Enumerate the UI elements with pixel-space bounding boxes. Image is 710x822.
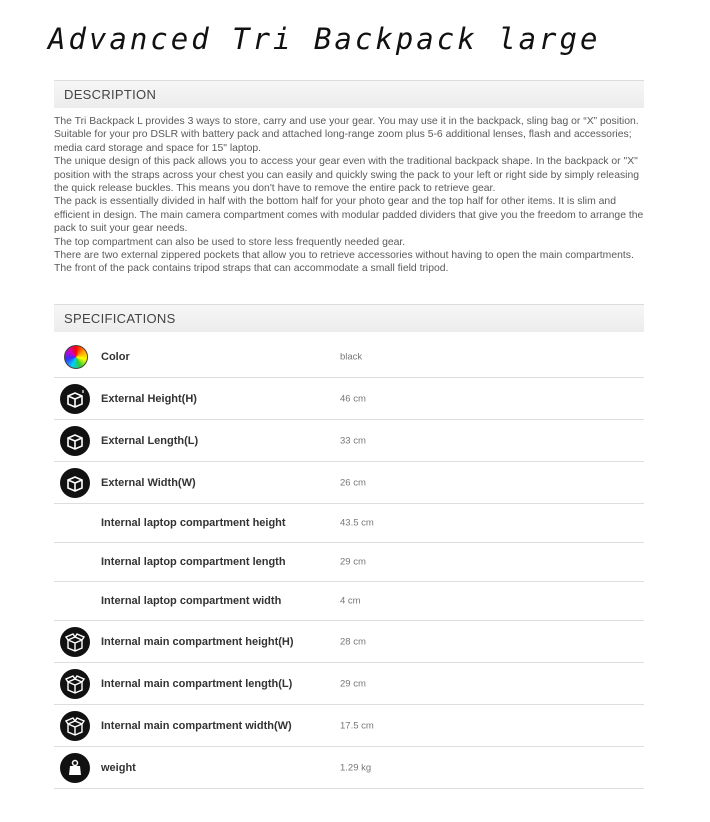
description-heading: DESCRIPTION xyxy=(64,87,157,102)
spec-value: 4 cm xyxy=(340,595,361,607)
description-paragraph: The top compartment can also be used to store less frequently needed gear. xyxy=(54,236,406,248)
spec-row-color xyxy=(54,337,644,378)
spec-value: 26 cm xyxy=(340,477,366,488)
spec-label: Internal main compartment length(L) xyxy=(101,677,293,690)
page-title: Advanced Tri Backpack large xyxy=(48,22,601,56)
spec-label: External Width(W) xyxy=(101,476,196,489)
spec-row-main-width xyxy=(54,705,644,747)
spec-label: Internal laptop compartment length xyxy=(101,556,286,568)
spec-label: Internal main compartment height(H) xyxy=(101,635,294,648)
box-length-icon xyxy=(60,426,90,456)
spec-label: External Length(L) xyxy=(101,434,199,447)
spec-label: weight xyxy=(101,761,136,774)
box-width-icon xyxy=(60,468,90,498)
description-body xyxy=(54,115,644,276)
specifications-heading: SPECIFICATIONS xyxy=(64,311,176,326)
specifications-header xyxy=(54,304,644,332)
spec-label: Internal main compartment width(W) xyxy=(101,719,292,732)
spec-row-weight xyxy=(54,747,644,789)
box-height-icon xyxy=(60,384,90,414)
spec-row-external-length xyxy=(54,420,644,462)
spec-row-laptop-width xyxy=(54,582,644,621)
description-header xyxy=(54,80,644,108)
spec-row-external-width xyxy=(54,462,644,504)
spec-row-main-height xyxy=(54,621,644,663)
spec-label: Color xyxy=(101,351,130,363)
spec-label: Internal laptop compartment height xyxy=(101,517,286,529)
description-paragraph: The pack is essentially divided in half with the bottom half for your photo gear and the top half for other items. It is slim and efficient in design. The main camera compartment comes with modular padded dividers that give you the freedom to arrange the pack to suit your gear needs. xyxy=(54,196,644,235)
spec-label: Internal laptop compartment width xyxy=(101,595,282,607)
spec-label: External Height(H) xyxy=(101,392,197,405)
spec-row-laptop-height xyxy=(54,504,644,543)
spec-value: 28 cm xyxy=(340,636,366,647)
spec-row-laptop-length xyxy=(54,543,644,582)
spec-value: 17.5 cm xyxy=(340,720,374,731)
spec-value: 29 cm xyxy=(340,556,366,568)
weight-icon xyxy=(60,753,90,783)
spec-value: 29 cm xyxy=(340,678,366,689)
description-paragraph: The Tri Backpack L provides 3 ways to store, carry and use your gear. You may use it in the backpack, sling bag or “X” position. Suitable for your pro DSLR with battery pack and attached long-range zoom plus 5-6 additional lenses, flash and accessories; media card storage and space for 15" laptop. xyxy=(54,116,639,154)
open-box-height-icon xyxy=(60,627,90,657)
spec-row-external-height xyxy=(54,378,644,420)
open-box-length-icon xyxy=(60,669,90,699)
spec-value: 46 cm xyxy=(340,393,366,404)
open-box-width-icon xyxy=(60,711,90,741)
spec-value: 43.5 cm xyxy=(340,517,374,529)
spec-value: 1.29 kg xyxy=(340,762,372,773)
description-paragraph: The unique design of this pack allows you to access your gear even with the traditional backpack shape. In the backpack or "X" position with the straps across your chest you can easily and quickly swing the pack to your left or right side by simply releasing the quick release buckles. This means you don't have to remove the entire pack to retrieve gear. xyxy=(54,156,640,195)
spec-row-main-length xyxy=(54,663,644,705)
spec-value: black xyxy=(340,351,363,363)
description-paragraph: There are two external zippered pockets that allow you to retrieve accessories without having to open the main compartments. The front of the pack contains tripod straps that can accommodate a small field tripod. xyxy=(54,250,634,275)
spec-value: 33 cm xyxy=(340,435,366,446)
specifications-list xyxy=(54,337,644,789)
color-wheel-icon xyxy=(64,345,88,369)
